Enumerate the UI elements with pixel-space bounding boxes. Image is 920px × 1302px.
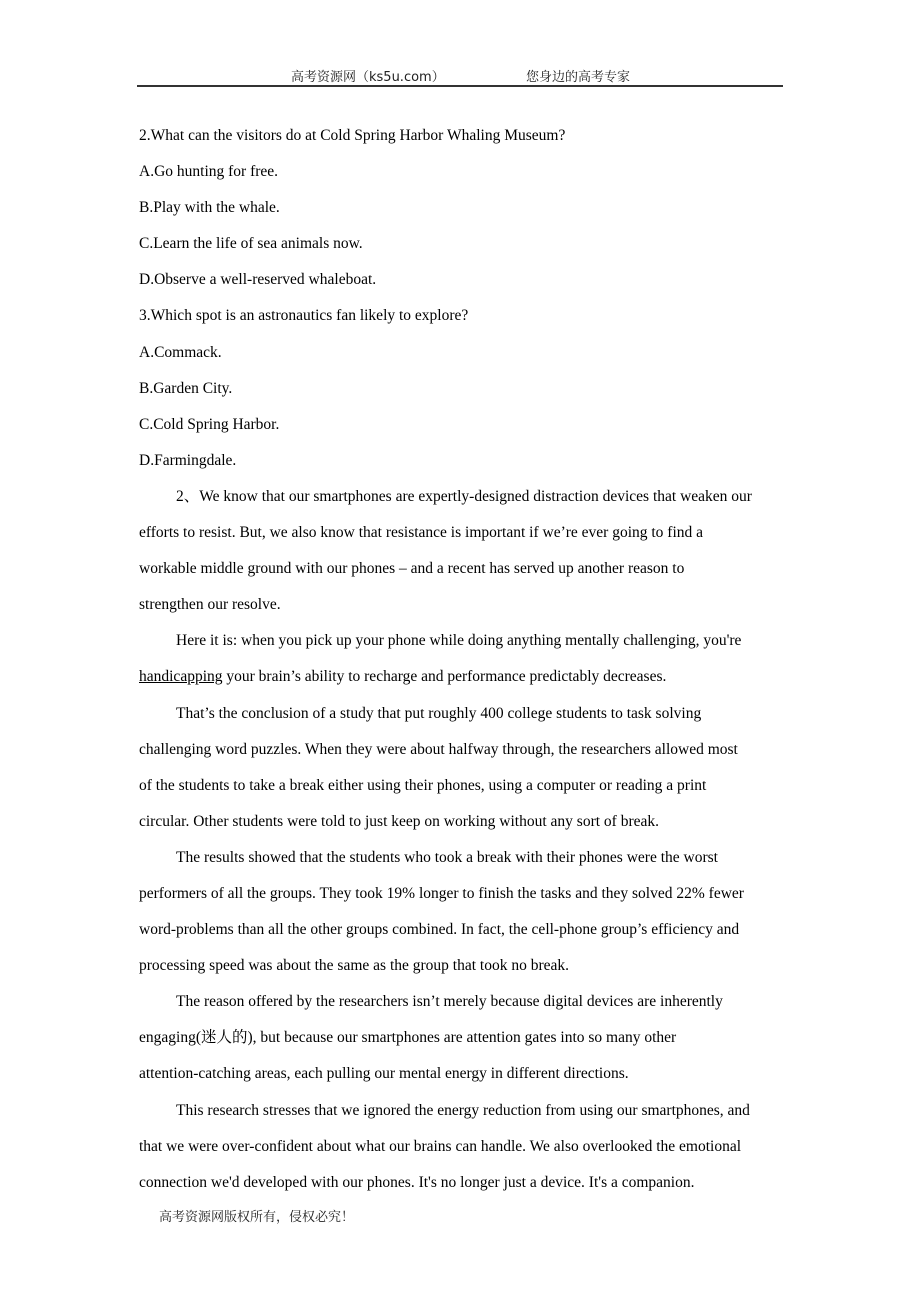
option-b: B.Play with the whale. <box>139 199 280 217</box>
paragraph-line: 2、We know that our smartphones are expertly-designed distraction devices that weaken our <box>176 487 752 505</box>
copyright-footer: 高考资源网版权所有，侵权必究！ <box>159 1210 355 1225</box>
option-a: A.Commack. <box>139 343 222 361</box>
option-d: D.Farmingdale. <box>139 451 237 469</box>
paragraph-line <box>139 659 789 695</box>
paragraph-line: This research stresses that we ignored the energy reduction from using our smartphones, and <box>176 1101 750 1119</box>
question-2 <box>139 118 789 298</box>
paragraph-line: circular. Other students were told to just keep on working without any sort of break. <box>139 812 659 830</box>
paragraph-line: performers of all the groups. They took 19% longer to finish the tasks and they solved 22% fewer <box>139 884 744 902</box>
header-slogan: 您身边的高考专家 <box>526 70 631 85</box>
option-d: D.Observe a well-reserved whaleboat. <box>139 271 377 289</box>
paragraph-1 <box>139 479 789 623</box>
paragraph-line: The reason offered by the researchers isn’t merely because digital devices are inherently <box>176 993 723 1011</box>
paragraph-line: efforts to resist. But, we also know that resistance is important if we’re ever going to find a <box>139 524 704 542</box>
paragraph-5 <box>139 984 789 1092</box>
question-3 <box>139 298 789 478</box>
paragraph-line: engaging(迷人的), but because our smartphones are attention gates into so many other <box>139 1029 677 1047</box>
paragraph-line: Here it is: when you pick up your phone while doing anything mentally challenging, you're <box>176 632 742 650</box>
paragraph-line: word-problems than all the other groups combined. In fact, the cell-phone group’s efficiency and <box>139 921 740 939</box>
line-rest: your brain’s ability to recharge and performance predictably decreases. <box>222 668 667 686</box>
passage <box>139 479 789 1201</box>
option-c: C.Learn the life of sea animals now. <box>139 235 363 253</box>
paragraph-line: connection we'd developed with our phones. It's no longer just a device. It's a companion. <box>139 1173 695 1191</box>
paragraph-line: processing speed was about the same as the group that took no break. <box>139 957 570 975</box>
question-stem: 2.What can the visitors do at Cold Spring Harbor Whaling Museum? <box>139 127 566 144</box>
paragraph-line: attention-catching areas, each pulling our mental energy in different directions. <box>139 1065 629 1083</box>
option-a: A.Go hunting for free. <box>139 163 279 181</box>
paragraph-line: challenging word puzzles. When they were about halfway through, the researchers allowed most <box>139 740 738 758</box>
page-header <box>137 63 783 87</box>
paragraph-line: The results showed that the students who took a break with their phones were the worst <box>176 848 718 866</box>
option-c: C.Cold Spring Harbor. <box>139 415 280 433</box>
paragraph-6 <box>139 1093 789 1201</box>
paragraph-line: strengthen our resolve. <box>139 596 281 614</box>
paragraph-line: workable middle ground with our phones – and a recent has served up another reason to <box>139 560 685 578</box>
paragraph-3 <box>139 696 789 840</box>
underlined-word: handicapping <box>139 668 223 686</box>
paragraph-line: that we were over-confident about what our brains can handle. We also overlooked the emotional <box>139 1137 742 1155</box>
option-b: B.Garden City. <box>139 379 233 397</box>
paragraph-2 <box>139 623 789 695</box>
header-site-name: 高考资源网（ks5u.com） <box>291 70 445 85</box>
paragraph-line: That’s the conclusion of a study that put roughly 400 college students to task solving <box>176 704 702 722</box>
paragraph-line: of the students to take a break either using their phones, using a computer or reading a print <box>139 776 707 794</box>
paragraph-4 <box>139 840 789 984</box>
question-stem: 3.Which spot is an astronautics fan likely to explore? <box>139 307 469 325</box>
document-body <box>139 118 789 1201</box>
